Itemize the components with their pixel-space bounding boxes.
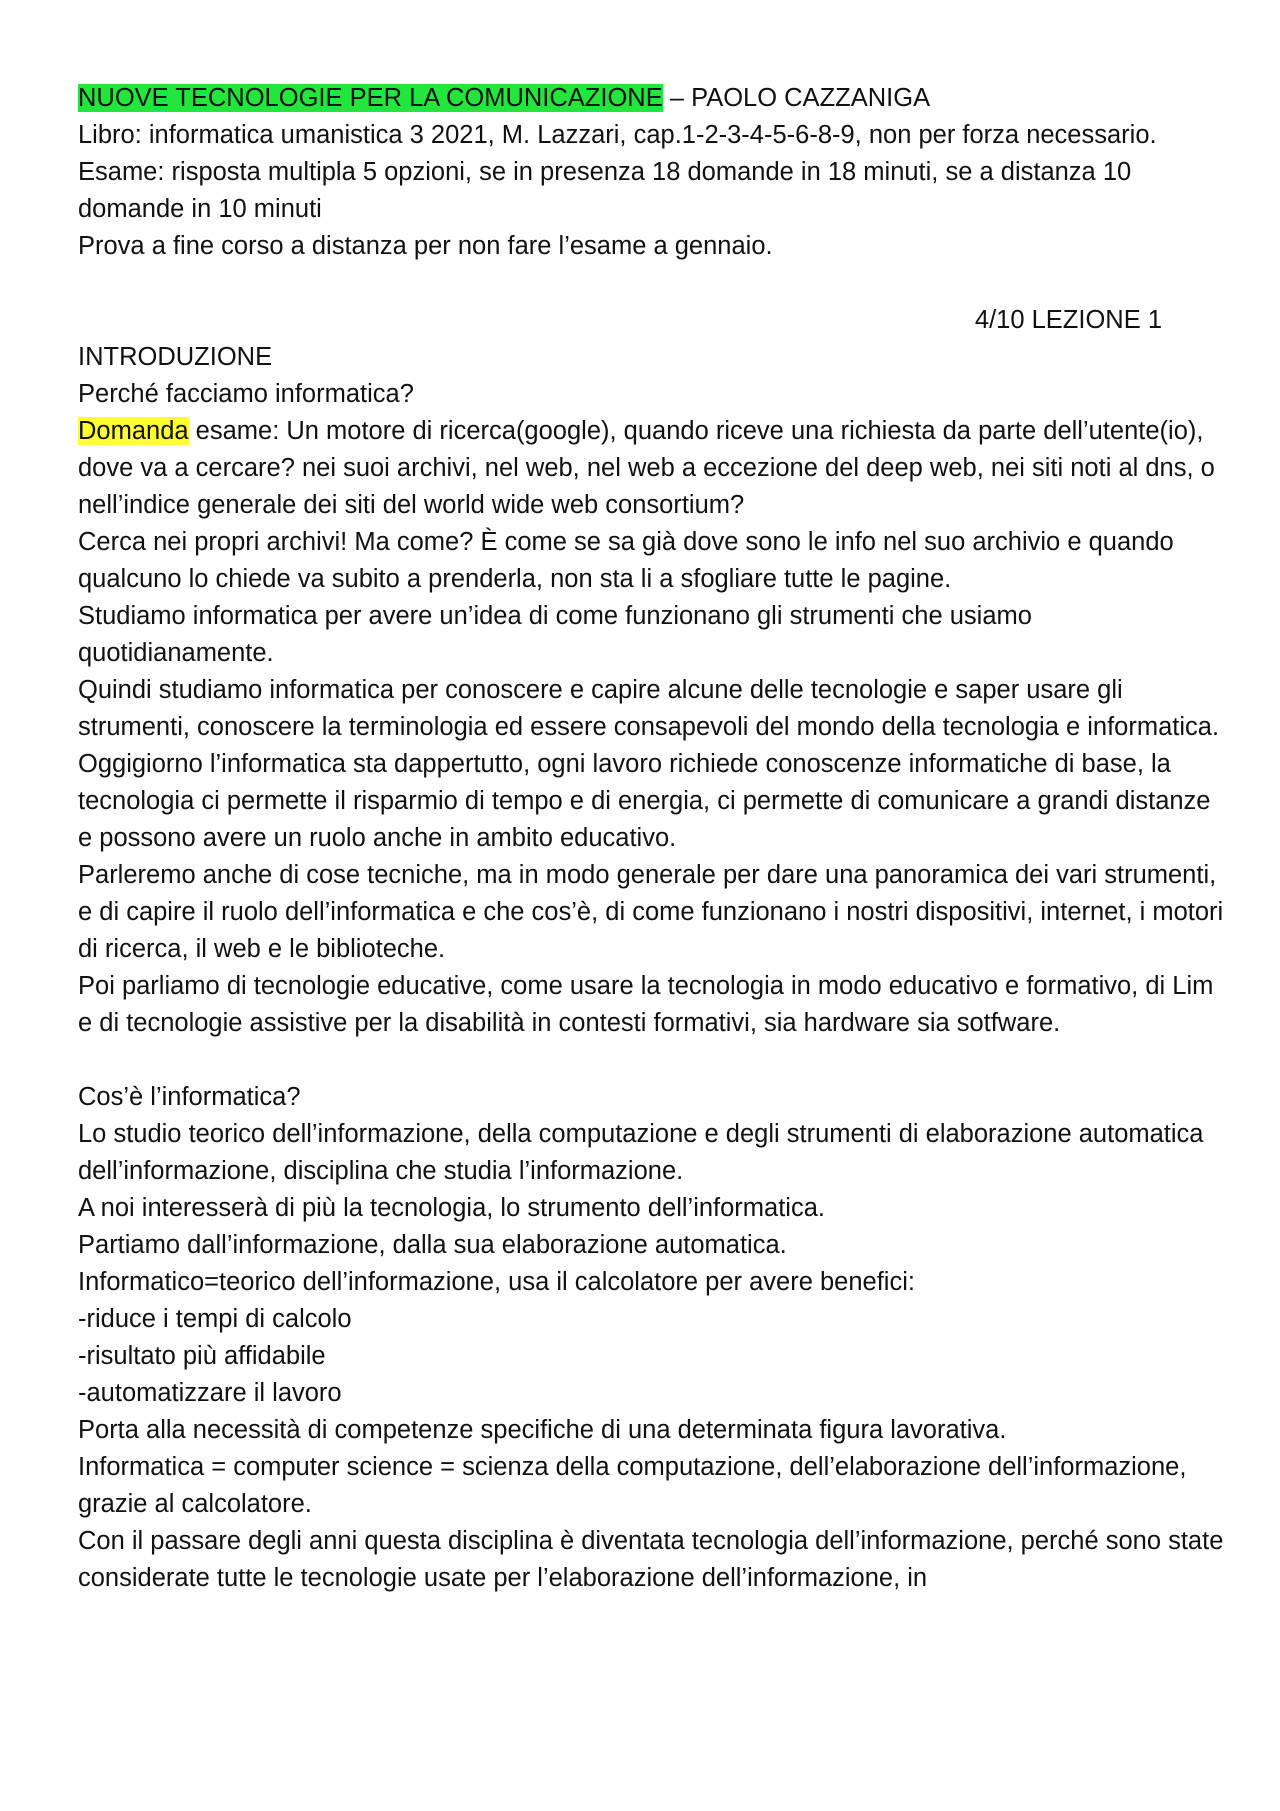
competence-paragraph: Porta alla necessità di competenze specifiche di una determinata figura lavorativa. bbox=[78, 1416, 1007, 1444]
today-paragraph: Oggigiorno l’informatica sta dappertutto, ogni lavoro richiede conoscenze informatiche di base, la tecnologia ci permette il risparmio di tempo e di energia, ci permette di comunicare a grandi distanze e possono avere un ruolo anche in ambito educativo. bbox=[78, 750, 1211, 852]
lesson-date-label: 4/10 LEZIONE 1 bbox=[974, 306, 1162, 334]
years-paragraph: Con il passare degli anni questa disciplina è diventata tecnologia dell’informazione, perché sono state considerate tutte le tecnologie usate per l’elaborazione dell’informazione, in bbox=[78, 1527, 1224, 1592]
document-page bbox=[78, 80, 1228, 1597]
exam-question-paragraph bbox=[78, 413, 1228, 524]
spacer bbox=[78, 1042, 1228, 1079]
interest-paragraph: A noi interesserà di più la tecnologia, lo strumento dell’informatica. bbox=[78, 1194, 825, 1222]
question-keyword-highlight: Domanda bbox=[78, 417, 189, 445]
answer-paragraph: Cerca nei propri archivi! Ma come? È come se sa già dove sono le info nel suo archivio e quando qualcuno lo chiede va subito a prenderla, non sta li a sfogliare tutte le pagine. bbox=[78, 528, 1174, 593]
benefit-item: -risultato più affidabile bbox=[78, 1342, 326, 1370]
exam-line: Esame: risposta multipla 5 opzioni, se in presenza 18 domande in 18 minuti, se a distanza 10 domande in 10 minuti bbox=[78, 158, 1132, 223]
computer-science-paragraph: Informatica = computer science = scienza della computazione, dell’elaborazione dell’informazione, grazie al calcolatore. bbox=[78, 1453, 1187, 1518]
start-paragraph: Partiamo dall’informazione, dalla sua elaborazione automatica. bbox=[78, 1231, 787, 1259]
why-question: Perché facciamo informatica? bbox=[78, 380, 414, 408]
technical-paragraph: Parleremo anche di cose tecniche, ma in modo generale per dare una panoramica dei vari strumenti, e di capire il ruolo dell’informatica e che cos’è, di come funzionano i nostri dispositivi, internet, i motori di ricerca, il web e le biblioteche. bbox=[78, 861, 1224, 963]
educational-paragraph: Poi parliamo di tecnologie educative, come usare la tecnologia in modo educativo e formativo, di Lim e di tecnologie assistive per la disabilità in contesti formativi, sia hardware sia sotfware. bbox=[78, 972, 1214, 1037]
benefit-item: -riduce i tempi di calcolo bbox=[78, 1305, 352, 1333]
spacer bbox=[78, 265, 1228, 302]
course-teacher: – PAOLO CAZZANIGA bbox=[662, 84, 931, 112]
course-title-highlight: NUOVE TECNOLOGIE PER LA COMUNICAZIONE bbox=[78, 84, 663, 112]
definition-question: Cos’è l’informatica? bbox=[78, 1083, 301, 1111]
study-paragraph: Studiamo informatica per avere un’idea di come funzionano gli strumenti che usiamo quotidianamente. bbox=[78, 602, 1032, 667]
theory-paragraph: Lo studio teorico dell’informazione, della computazione e degli strumenti di elaborazione automatica dell’informazione, disciplina che studia l’informazione. bbox=[78, 1120, 1204, 1185]
book-line: Libro: informatica umanistica 3 2021, M. Lazzari, cap.1-2-3-4-5-6-8-9, non per forza necessario. bbox=[78, 121, 1157, 149]
informatico-paragraph: Informatico=teorico dell’informazione, usa il calcolatore per avere benefici: bbox=[78, 1268, 915, 1296]
test-line: Prova a fine corso a distanza per non fare l’esame a gennaio. bbox=[78, 232, 773, 260]
therefore-paragraph: Quindi studiamo informatica per conoscere e capire alcune delle tecnologie e saper usare gli strumenti, conoscere la terminologia ed essere consapevoli del mondo della tecnologia e informatica. bbox=[78, 676, 1220, 741]
course-header-line bbox=[78, 80, 1228, 117]
benefit-item: -automatizzare il lavoro bbox=[78, 1379, 342, 1407]
section-title: INTRODUZIONE bbox=[78, 343, 273, 371]
question-text: esame: Un motore di ricerca(google), quando riceve una richiesta da parte dell’utente(io), dove va a cercare? nei suoi archivi, nel web, nel web a eccezione del deep web, nei siti noti al dns, o nell’indice generale dei siti del world wide web consortium? bbox=[78, 417, 1215, 519]
